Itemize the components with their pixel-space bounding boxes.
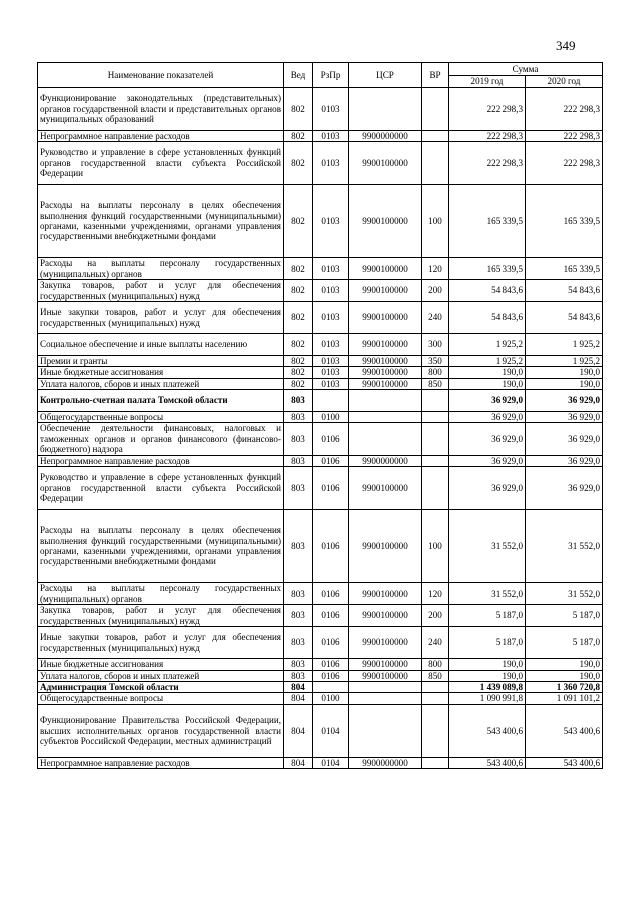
cell-csr — [349, 423, 422, 455]
cell-rzpr: 0103 — [313, 280, 349, 302]
cell-2019: 5 187,0 — [449, 605, 526, 627]
cell-rzpr: 0106 — [313, 659, 349, 670]
cell-name: Расходы на выплаты персоналу государственных (муниципальных) органов — [38, 583, 284, 605]
cell-2019: 222 298,3 — [449, 88, 526, 131]
cell-rzpr: 0104 — [313, 757, 349, 768]
cell-ved: 802 — [284, 334, 313, 356]
budget-table — [37, 62, 603, 769]
cell-ved: 803 — [284, 455, 313, 466]
cell-rzpr: 0103 — [313, 184, 349, 258]
cell-ved: 802 — [284, 356, 313, 367]
cell-2020: 190,0 — [526, 378, 603, 389]
cell-vr: 100 — [422, 509, 449, 583]
cell-csr: 9900100000 — [349, 184, 422, 258]
header-sum: Сумма — [449, 63, 603, 76]
cell-csr: 9900100000 — [349, 367, 422, 378]
cell-csr: 9900100000 — [349, 583, 422, 605]
cell-vr — [422, 390, 449, 412]
cell-vr: 120 — [422, 583, 449, 605]
cell-vr: 850 — [422, 670, 449, 681]
cell-name: Расходы на выплаты персоналу государственных (муниципальных) органов — [38, 258, 284, 280]
table-row — [38, 184, 603, 258]
table-row — [38, 627, 603, 659]
cell-csr: 9900100000 — [349, 302, 422, 334]
cell-csr: 9900100000 — [349, 280, 422, 302]
cell-csr: 9900000000 — [349, 757, 422, 768]
cell-vr: 200 — [422, 280, 449, 302]
cell-vr: 800 — [422, 367, 449, 378]
cell-rzpr: 0104 — [313, 704, 349, 757]
cell-2020: 5 187,0 — [526, 627, 603, 659]
table-row — [38, 130, 603, 141]
cell-name: Иные бюджетные ассигнования — [38, 659, 284, 670]
table-row — [38, 142, 603, 185]
cell-name: Непрограммное направление расходов — [38, 757, 284, 768]
cell-rzpr — [313, 390, 349, 412]
cell-vr — [422, 682, 449, 693]
cell-csr: 9900100000 — [349, 670, 422, 681]
cell-2020: 5 187,0 — [526, 605, 603, 627]
cell-2020: 1 925,2 — [526, 356, 603, 367]
cell-rzpr: 0103 — [313, 88, 349, 131]
cell-rzpr: 0103 — [313, 356, 349, 367]
cell-2019: 190,0 — [449, 367, 526, 378]
cell-2020: 190,0 — [526, 367, 603, 378]
table-row — [38, 704, 603, 757]
cell-rzpr: 0100 — [313, 412, 349, 423]
cell-name: Администрация Томской области — [38, 682, 284, 693]
cell-csr — [349, 88, 422, 131]
cell-rzpr: 0100 — [313, 693, 349, 704]
cell-2019: 190,0 — [449, 670, 526, 681]
cell-name: Уплата налогов, сборов и иных платежей — [38, 378, 284, 389]
cell-name: Расходы на выплаты персоналу в целях обеспечения выполнения функций государственными (муниципальными) органами, казенными учреждениями, органами управления государственными внебюджетными фондами — [38, 509, 284, 583]
cell-csr: 9900100000 — [349, 142, 422, 185]
cell-2020: 543 400,6 — [526, 704, 603, 757]
cell-vr: 200 — [422, 605, 449, 627]
cell-ved: 803 — [284, 659, 313, 670]
cell-name: Премии и гранты — [38, 356, 284, 367]
cell-name: Руководство и управление в сфере установленных функций органов государственной власти субъекта Российской Федерации — [38, 467, 284, 510]
cell-2019: 36 929,0 — [449, 390, 526, 412]
cell-rzpr: 0103 — [313, 130, 349, 141]
cell-rzpr: 0103 — [313, 142, 349, 185]
cell-vr: 240 — [422, 302, 449, 334]
cell-ved: 803 — [284, 583, 313, 605]
cell-csr: 9900100000 — [349, 378, 422, 389]
header-rzpr: РзПр — [313, 63, 349, 88]
table-row — [38, 334, 603, 356]
table-row — [38, 412, 603, 423]
cell-name: Иные бюджетные ассигнования — [38, 367, 284, 378]
cell-2020: 36 929,0 — [526, 467, 603, 510]
cell-ved: 803 — [284, 627, 313, 659]
cell-ved: 803 — [284, 670, 313, 681]
table-row — [38, 378, 603, 389]
cell-csr — [349, 704, 422, 757]
cell-rzpr: 0103 — [313, 302, 349, 334]
cell-2019: 36 929,0 — [449, 455, 526, 466]
table-row — [38, 670, 603, 681]
cell-vr: 300 — [422, 334, 449, 356]
cell-2020: 36 929,0 — [526, 390, 603, 412]
cell-vr: 120 — [422, 258, 449, 280]
cell-2020: 54 843,6 — [526, 302, 603, 334]
table-row — [38, 693, 603, 704]
table-row — [38, 367, 603, 378]
table-row — [38, 509, 603, 583]
header-year-2019: 2019 год — [449, 76, 526, 88]
cell-2020: 54 843,6 — [526, 280, 603, 302]
cell-2020: 165 339,5 — [526, 258, 603, 280]
cell-vr — [422, 467, 449, 510]
header-year-2020: 2020 год — [526, 76, 603, 88]
cell-name: Обеспечение деятельности финансовых, налоговых и таможенных органов и органов финансового (финансово-бюджетного) надзора — [38, 423, 284, 455]
cell-2019: 190,0 — [449, 659, 526, 670]
cell-2020: 31 552,0 — [526, 583, 603, 605]
cell-rzpr: 0106 — [313, 605, 349, 627]
cell-name: Закупка товаров, работ и услуг для обеспечения государственных (муниципальных) нужд — [38, 280, 284, 302]
cell-2020: 36 929,0 — [526, 423, 603, 455]
cell-rzpr: 0103 — [313, 378, 349, 389]
table-row — [38, 757, 603, 768]
cell-ved: 804 — [284, 757, 313, 768]
cell-csr: 9900100000 — [349, 467, 422, 510]
cell-rzpr: 0106 — [313, 467, 349, 510]
cell-vr — [422, 704, 449, 757]
table-row — [38, 467, 603, 510]
cell-vr: 800 — [422, 659, 449, 670]
cell-vr — [422, 455, 449, 466]
table-row — [38, 605, 603, 627]
cell-ved: 802 — [284, 184, 313, 258]
cell-csr: 9900100000 — [349, 627, 422, 659]
cell-vr — [422, 693, 449, 704]
cell-ved: 803 — [284, 412, 313, 423]
cell-2020: 36 929,0 — [526, 455, 603, 466]
cell-name: Непрограммное направление расходов — [38, 130, 284, 141]
cell-rzpr — [313, 682, 349, 693]
cell-2019: 54 843,6 — [449, 280, 526, 302]
cell-2019: 165 339,5 — [449, 258, 526, 280]
cell-ved: 802 — [284, 378, 313, 389]
cell-name: Функционирование Правительства Российской Федерации, высших исполнительных органов государственной власти субъектов Российской Федерации, местных администраций — [38, 704, 284, 757]
cell-2019: 31 552,0 — [449, 509, 526, 583]
cell-csr — [349, 682, 422, 693]
cell-2020: 31 552,0 — [526, 509, 603, 583]
cell-2020: 222 298,3 — [526, 88, 603, 131]
cell-rzpr: 0106 — [313, 509, 349, 583]
cell-2019: 5 187,0 — [449, 627, 526, 659]
table-body — [38, 88, 603, 769]
cell-name: Руководство и управление в сфере установленных функций органов государственной власти субъекта Российской Федерации — [38, 142, 284, 185]
table-row — [38, 258, 603, 280]
page-number: 349 — [556, 38, 576, 53]
cell-csr: 9900100000 — [349, 356, 422, 367]
cell-2019: 190,0 — [449, 378, 526, 389]
cell-2020: 543 400,6 — [526, 757, 603, 768]
cell-ved: 804 — [284, 704, 313, 757]
table-row — [38, 583, 603, 605]
cell-2019: 543 400,6 — [449, 704, 526, 757]
cell-rzpr: 0106 — [313, 627, 349, 659]
table-row — [38, 659, 603, 670]
cell-ved: 804 — [284, 693, 313, 704]
cell-name: Иные закупки товаров, работ и услуг для обеспечения государственных (муниципальных) нужд — [38, 627, 284, 659]
cell-2019: 36 929,0 — [449, 467, 526, 510]
cell-2019: 54 843,6 — [449, 302, 526, 334]
cell-2019: 543 400,6 — [449, 757, 526, 768]
cell-csr — [349, 390, 422, 412]
cell-2019: 1 090 991,8 — [449, 693, 526, 704]
cell-csr: 9900000000 — [349, 130, 422, 141]
table-row — [38, 88, 603, 131]
cell-ved: 802 — [284, 142, 313, 185]
cell-csr: 9900100000 — [349, 659, 422, 670]
cell-csr: 9900100000 — [349, 258, 422, 280]
cell-2020: 1 925,2 — [526, 334, 603, 356]
cell-2019: 1 439 089,8 — [449, 682, 526, 693]
cell-rzpr: 0103 — [313, 258, 349, 280]
cell-csr: 9900100000 — [349, 605, 422, 627]
cell-2019: 31 552,0 — [449, 583, 526, 605]
cell-ved: 802 — [284, 88, 313, 131]
cell-vr — [422, 88, 449, 131]
cell-name: Уплата налогов, сборов и иных платежей — [38, 670, 284, 681]
cell-vr: 350 — [422, 356, 449, 367]
cell-2019: 36 929,0 — [449, 423, 526, 455]
cell-ved: 802 — [284, 367, 313, 378]
cell-2020: 222 298,3 — [526, 130, 603, 141]
cell-rzpr: 0103 — [313, 334, 349, 356]
cell-ved: 802 — [284, 258, 313, 280]
cell-csr — [349, 412, 422, 423]
cell-csr — [349, 693, 422, 704]
cell-name: Общегосударственные вопросы — [38, 412, 284, 423]
table-row — [38, 390, 603, 412]
cell-csr: 9900000000 — [349, 455, 422, 466]
cell-name: Иные закупки товаров, работ и услуг для обеспечения государственных (муниципальных) нужд — [38, 302, 284, 334]
cell-vr: 240 — [422, 627, 449, 659]
cell-csr: 9900100000 — [349, 334, 422, 356]
cell-rzpr: 0103 — [313, 367, 349, 378]
table-row — [38, 423, 603, 455]
cell-ved: 803 — [284, 509, 313, 583]
cell-ved: 803 — [284, 467, 313, 510]
cell-2020: 190,0 — [526, 670, 603, 681]
header-csr: ЦСР — [349, 63, 422, 88]
cell-name: Социальное обеспечение и иные выплаты населению — [38, 334, 284, 356]
cell-csr: 9900100000 — [349, 509, 422, 583]
table-row — [38, 280, 603, 302]
table-row — [38, 356, 603, 367]
header-name: Наименование показателей — [38, 63, 284, 88]
header-vr: ВР — [422, 63, 449, 88]
cell-ved: 802 — [284, 280, 313, 302]
table-row — [38, 455, 603, 466]
cell-2020: 1 360 720,8 — [526, 682, 603, 693]
cell-2020: 36 929,0 — [526, 412, 603, 423]
cell-name: Непрограммное направление расходов — [38, 455, 284, 466]
cell-name: Контрольно-счетная палата Томской области — [38, 390, 284, 412]
cell-ved: 803 — [284, 605, 313, 627]
cell-2019: 222 298,3 — [449, 142, 526, 185]
cell-rzpr: 0106 — [313, 455, 349, 466]
cell-2019: 1 925,2 — [449, 356, 526, 367]
cell-rzpr: 0106 — [313, 583, 349, 605]
cell-name: Закупка товаров, работ и услуг для обеспечения государственных (муниципальных) нужд — [38, 605, 284, 627]
cell-ved: 803 — [284, 423, 313, 455]
cell-vr — [422, 757, 449, 768]
cell-vr — [422, 423, 449, 455]
cell-2019: 165 339,5 — [449, 184, 526, 258]
cell-vr — [422, 142, 449, 185]
cell-vr — [422, 412, 449, 423]
cell-vr — [422, 130, 449, 141]
cell-2020: 190,0 — [526, 659, 603, 670]
table-row — [38, 302, 603, 334]
cell-2019: 1 925,2 — [449, 334, 526, 356]
cell-vr: 850 — [422, 378, 449, 389]
cell-ved: 804 — [284, 682, 313, 693]
cell-ved: 803 — [284, 390, 313, 412]
cell-2019: 36 929,0 — [449, 412, 526, 423]
cell-name: Функционирование законодательных (представительных) органов государственной власти и представительных органов муниципальных образований — [38, 88, 284, 131]
cell-2019: 222 298,3 — [449, 130, 526, 141]
header-ved: Вед — [284, 63, 313, 88]
cell-2020: 222 298,3 — [526, 142, 603, 185]
cell-2020: 1 091 101,2 — [526, 693, 603, 704]
header-row — [38, 63, 603, 76]
cell-ved: 802 — [284, 302, 313, 334]
cell-ved: 802 — [284, 130, 313, 141]
cell-name: Общегосударственные вопросы — [38, 693, 284, 704]
cell-rzpr: 0106 — [313, 423, 349, 455]
cell-rzpr: 0106 — [313, 670, 349, 681]
cell-vr: 100 — [422, 184, 449, 258]
cell-2020: 165 339,5 — [526, 184, 603, 258]
cell-name: Расходы на выплаты персоналу в целях обеспечения выполнения функций государственными (муниципальными) органами, казенными учреждениями, органами управления государственными внебюджетными фондами — [38, 184, 284, 258]
table-row — [38, 682, 603, 693]
